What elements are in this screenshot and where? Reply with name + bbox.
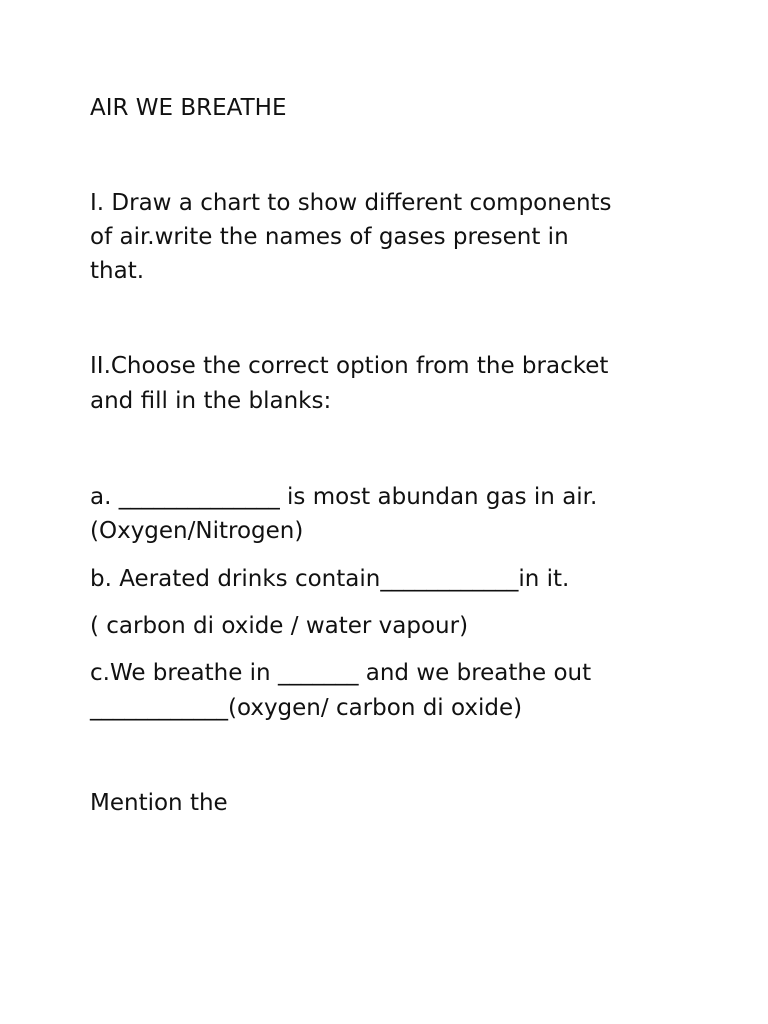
item-c-line-2: ____________(oxygen/ carbon di oxide) (90, 695, 523, 721)
document-title: AIR WE BREATHE (90, 95, 287, 121)
mention-text: Mention the (90, 790, 228, 816)
question-1-line-1: I. Draw a chart to show different components (90, 190, 612, 216)
item-a-line-1: a. ______________ is most abundan gas in air. (90, 484, 598, 510)
item-b-line-1: b. Aerated drinks contain____________in it. (90, 566, 570, 592)
item-a-line-2: (Oxygen/Nitrogen) (90, 518, 304, 544)
item-c-line-1: c.We breathe in _______ and we breathe out (90, 660, 592, 686)
question-2-line-1: II.Choose the correct option from the bracket (90, 353, 609, 379)
question-2-line-2: and fill in the blanks: (90, 388, 332, 414)
question-1-line-3: that. (90, 258, 145, 284)
question-1-line-2: of air.write the names of gases present in (90, 224, 569, 250)
item-b-line-2: ( carbon di oxide / water vapour) (90, 613, 469, 639)
